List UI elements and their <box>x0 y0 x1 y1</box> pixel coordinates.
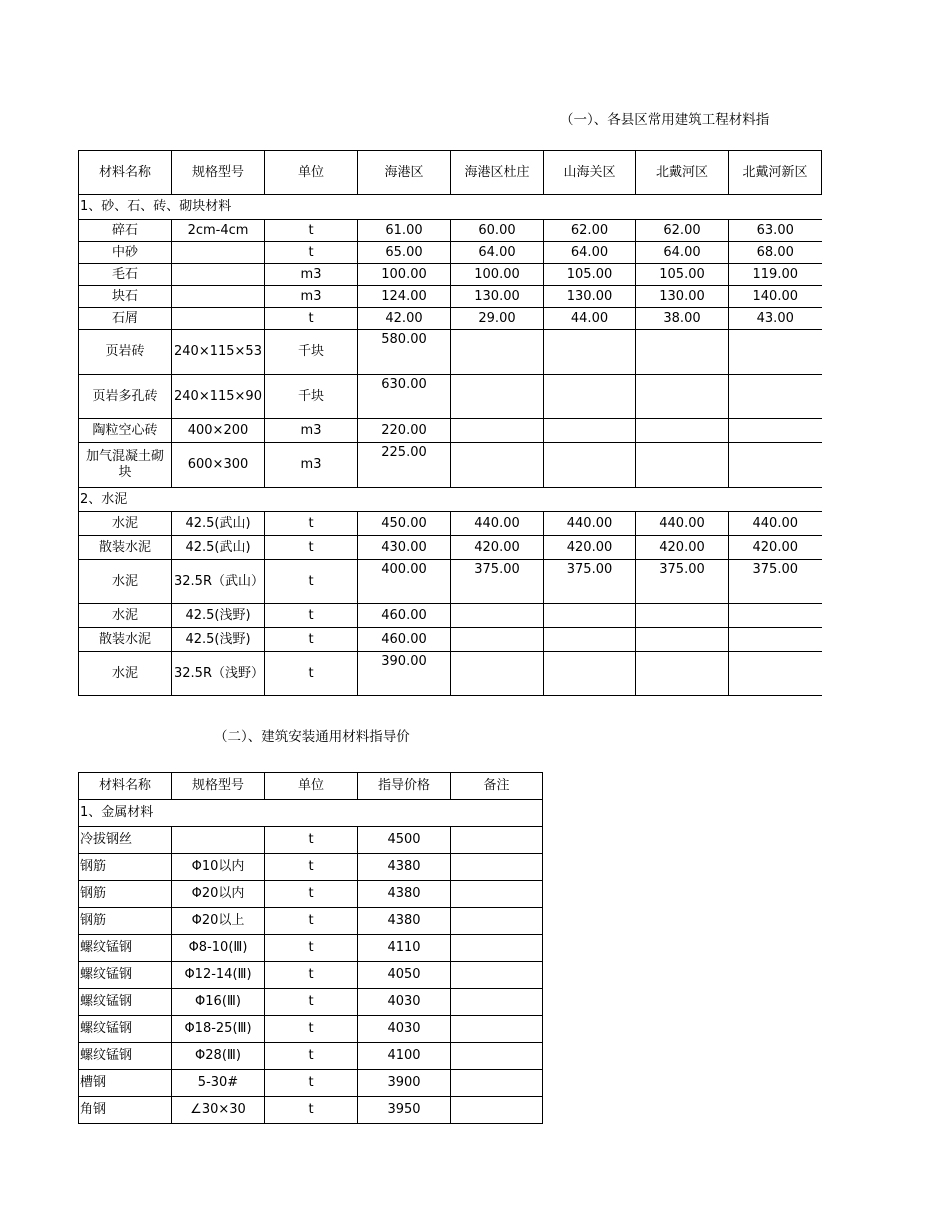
cell-unit: m3 <box>265 264 358 286</box>
cell-material: 水泥 <box>79 604 172 628</box>
cell-spec <box>172 264 265 286</box>
cell-price <box>544 419 636 443</box>
cell-price: 375.00 <box>451 560 544 604</box>
cell-material: 陶粒空心砖 <box>79 419 172 443</box>
group-label: 1、金属材料 <box>79 800 543 827</box>
cell-material: 螺纹锰钢 <box>79 989 172 1016</box>
cell-price: 130.00 <box>636 286 729 308</box>
cell-price: 430.00 <box>358 536 451 560</box>
cell-price: 4030 <box>358 1016 451 1043</box>
cell-price <box>729 375 822 419</box>
cell-price: 42.00 <box>358 308 451 330</box>
cell-price: 580.00 <box>358 330 451 375</box>
cell-price: 68.00 <box>729 242 822 264</box>
cell-price <box>544 604 636 628</box>
cell-price: 62.00 <box>636 220 729 242</box>
cell-price <box>729 330 822 375</box>
cell-note <box>451 854 543 881</box>
cell-price: 440.00 <box>729 512 822 536</box>
cell-unit: m3 <box>265 419 358 443</box>
cell-unit: t <box>265 935 358 962</box>
table-row <box>79 1097 543 1124</box>
cell-price: 63.00 <box>729 220 822 242</box>
cell-unit: t <box>265 908 358 935</box>
cell-spec: 600×300 <box>172 443 265 488</box>
cell-price <box>729 652 822 696</box>
cell-spec: Φ28(Ⅲ) <box>172 1043 265 1070</box>
cell-price <box>636 604 729 628</box>
cell-price: 420.00 <box>636 536 729 560</box>
col-header: 指导价格 <box>358 773 451 800</box>
cell-price <box>451 652 544 696</box>
cell-note <box>451 1016 543 1043</box>
cell-price: 4380 <box>358 854 451 881</box>
section1-title: （一）、各县区常用建筑工程材料指 <box>560 112 770 128</box>
cell-price: 4100 <box>358 1043 451 1070</box>
cell-price: 44.00 <box>544 308 636 330</box>
cell-price <box>636 330 729 375</box>
table-row <box>79 242 822 264</box>
cell-price <box>451 330 544 375</box>
cell-material: 槽钢 <box>79 1070 172 1097</box>
cell-price <box>451 604 544 628</box>
cell-price <box>729 604 822 628</box>
cell-spec: Φ10以内 <box>172 854 265 881</box>
cell-material: 钢筋 <box>79 854 172 881</box>
cell-unit: 千块 <box>265 375 358 419</box>
cell-price: 64.00 <box>636 242 729 264</box>
cell-price: 43.00 <box>729 308 822 330</box>
cell-price <box>451 419 544 443</box>
col-header: 单位 <box>265 773 358 800</box>
cell-price: 38.00 <box>636 308 729 330</box>
cell-price: 119.00 <box>729 264 822 286</box>
cell-spec: Φ20以内 <box>172 881 265 908</box>
cell-price: 130.00 <box>544 286 636 308</box>
cell-price: 375.00 <box>544 560 636 604</box>
group-row <box>79 488 822 512</box>
header-row <box>79 151 822 195</box>
cell-price: 420.00 <box>451 536 544 560</box>
cell-note <box>451 935 543 962</box>
cell-unit: 千块 <box>265 330 358 375</box>
cell-price <box>636 652 729 696</box>
table-row <box>79 935 543 962</box>
cell-price: 64.00 <box>544 242 636 264</box>
cell-unit: t <box>265 220 358 242</box>
cell-price: 440.00 <box>544 512 636 536</box>
cell-price: 440.00 <box>451 512 544 536</box>
cell-note <box>451 989 543 1016</box>
cell-price: 60.00 <box>451 220 544 242</box>
cell-spec: Φ18-25(Ⅲ) <box>172 1016 265 1043</box>
cell-unit: t <box>265 1070 358 1097</box>
table-row <box>79 628 822 652</box>
cell-price: 4110 <box>358 935 451 962</box>
table-row <box>79 989 543 1016</box>
cell-price: 225.00 <box>358 443 451 488</box>
cell-spec: 32.5R（武山） <box>172 560 265 604</box>
cell-note <box>451 962 543 989</box>
cell-spec: 42.5(武山) <box>172 512 265 536</box>
table-row <box>79 962 543 989</box>
regional-material-price-table <box>78 150 822 696</box>
cell-unit: t <box>265 308 358 330</box>
cell-material: 螺纹锰钢 <box>79 935 172 962</box>
cell-material: 毛石 <box>79 264 172 286</box>
cell-material: 角钢 <box>79 1097 172 1124</box>
cell-price <box>636 419 729 443</box>
col-header: 规格型号 <box>172 773 265 800</box>
cell-note <box>451 881 543 908</box>
table-row <box>79 652 822 696</box>
general-material-price-table <box>78 772 543 1124</box>
cell-price <box>636 628 729 652</box>
col-header: 规格型号 <box>172 151 265 195</box>
col-header: 海港区杜庄 <box>451 151 544 195</box>
cell-unit: t <box>265 827 358 854</box>
cell-spec: 42.5(武山) <box>172 536 265 560</box>
cell-spec <box>172 286 265 308</box>
cell-price <box>451 443 544 488</box>
table-row <box>79 308 822 330</box>
table-row <box>79 443 822 488</box>
group-row <box>79 800 543 827</box>
group-label: 2、水泥 <box>79 488 822 512</box>
cell-material: 螺纹锰钢 <box>79 1043 172 1070</box>
cell-price: 4380 <box>358 908 451 935</box>
cell-material: 散装水泥 <box>79 536 172 560</box>
cell-spec: Φ16(Ⅲ) <box>172 989 265 1016</box>
cell-spec <box>172 308 265 330</box>
cell-price <box>636 443 729 488</box>
cell-price: 130.00 <box>451 286 544 308</box>
cell-price: 124.00 <box>358 286 451 308</box>
col-header: 备注 <box>451 773 543 800</box>
table-row <box>79 375 822 419</box>
cell-spec: 240×115×90 <box>172 375 265 419</box>
cell-price <box>636 375 729 419</box>
cell-price: 62.00 <box>544 220 636 242</box>
cell-price: 3900 <box>358 1070 451 1097</box>
cell-material: 散装水泥 <box>79 628 172 652</box>
col-header: 山海关区 <box>544 151 636 195</box>
table-row <box>79 330 822 375</box>
table-row <box>79 827 543 854</box>
cell-unit: t <box>265 881 358 908</box>
cell-price: 375.00 <box>636 560 729 604</box>
cell-spec: 42.5(浅野) <box>172 628 265 652</box>
table-row <box>79 908 543 935</box>
table-row <box>79 419 822 443</box>
cell-unit: m3 <box>265 286 358 308</box>
cell-price: 390.00 <box>358 652 451 696</box>
cell-unit: t <box>265 962 358 989</box>
cell-spec: Φ8-10(Ⅲ) <box>172 935 265 962</box>
cell-spec <box>172 242 265 264</box>
cell-price: 29.00 <box>451 308 544 330</box>
cell-note <box>451 1043 543 1070</box>
cell-spec: Φ20以上 <box>172 908 265 935</box>
cell-price: 140.00 <box>729 286 822 308</box>
cell-price: 3950 <box>358 1097 451 1124</box>
cell-unit: m3 <box>265 443 358 488</box>
cell-price: 375.00 <box>729 560 822 604</box>
cell-material: 加气混凝土砌块 <box>79 443 172 488</box>
cell-price: 64.00 <box>451 242 544 264</box>
table-row <box>79 1043 543 1070</box>
cell-price: 630.00 <box>358 375 451 419</box>
table-row <box>79 286 822 308</box>
header-row <box>79 773 543 800</box>
cell-material: 页岩砖 <box>79 330 172 375</box>
group-row <box>79 195 822 220</box>
cell-price <box>544 375 636 419</box>
cell-spec: 32.5R（浅野） <box>172 652 265 696</box>
table-row <box>79 1070 543 1097</box>
cell-unit: t <box>265 512 358 536</box>
cell-note <box>451 1070 543 1097</box>
cell-spec: 42.5(浅野) <box>172 604 265 628</box>
cell-price: 460.00 <box>358 604 451 628</box>
cell-price <box>451 375 544 419</box>
cell-material: 碎石 <box>79 220 172 242</box>
cell-material: 钢筋 <box>79 908 172 935</box>
cell-spec: 5-30# <box>172 1070 265 1097</box>
cell-price: 105.00 <box>636 264 729 286</box>
cell-material: 螺纹锰钢 <box>79 962 172 989</box>
cell-price: 65.00 <box>358 242 451 264</box>
cell-price: 460.00 <box>358 628 451 652</box>
table-row <box>79 854 543 881</box>
cell-price: 4500 <box>358 827 451 854</box>
cell-material: 水泥 <box>79 560 172 604</box>
col-header: 单位 <box>265 151 358 195</box>
table-row <box>79 604 822 628</box>
cell-price <box>729 628 822 652</box>
cell-price <box>544 330 636 375</box>
cell-price: 400.00 <box>358 560 451 604</box>
cell-note <box>451 1097 543 1124</box>
cell-unit: t <box>265 560 358 604</box>
cell-material: 中砂 <box>79 242 172 264</box>
cell-spec: 400×200 <box>172 419 265 443</box>
cell-price: 450.00 <box>358 512 451 536</box>
cell-material: 螺纹锰钢 <box>79 1016 172 1043</box>
cell-unit: t <box>265 1097 358 1124</box>
cell-price <box>729 443 822 488</box>
cell-price: 420.00 <box>729 536 822 560</box>
col-header: 海港区 <box>358 151 451 195</box>
cell-price: 4030 <box>358 989 451 1016</box>
cell-material: 钢筋 <box>79 881 172 908</box>
cell-price: 100.00 <box>358 264 451 286</box>
cell-unit: t <box>265 1043 358 1070</box>
cell-spec: ∠30×30 <box>172 1097 265 1124</box>
col-header: 北戴河区 <box>636 151 729 195</box>
table-row <box>79 264 822 286</box>
cell-price: 61.00 <box>358 220 451 242</box>
cell-price: 440.00 <box>636 512 729 536</box>
cell-price <box>451 628 544 652</box>
table-row <box>79 560 822 604</box>
cell-unit: t <box>265 604 358 628</box>
cell-spec: Φ12-14(Ⅲ) <box>172 962 265 989</box>
cell-material: 石屑 <box>79 308 172 330</box>
cell-price <box>544 628 636 652</box>
group-label: 1、砂、石、砖、砌块材料 <box>79 195 822 220</box>
cell-spec: 240×115×53 <box>172 330 265 375</box>
cell-price: 220.00 <box>358 419 451 443</box>
table-row <box>79 220 822 242</box>
table-row <box>79 1016 543 1043</box>
cell-note <box>451 908 543 935</box>
cell-unit: t <box>265 536 358 560</box>
cell-material: 冷拔钢丝 <box>79 827 172 854</box>
cell-price <box>544 443 636 488</box>
cell-unit: t <box>265 652 358 696</box>
cell-note <box>451 827 543 854</box>
cell-price: 4380 <box>358 881 451 908</box>
cell-material: 水泥 <box>79 652 172 696</box>
section2-title: （二）、建筑安装通用材料指导价 <box>214 729 410 745</box>
cell-unit: t <box>265 1016 358 1043</box>
cell-price: 420.00 <box>544 536 636 560</box>
cell-unit: t <box>265 989 358 1016</box>
cell-price: 105.00 <box>544 264 636 286</box>
col-header: 材料名称 <box>79 151 172 195</box>
cell-price: 4050 <box>358 962 451 989</box>
cell-price: 100.00 <box>451 264 544 286</box>
table-row <box>79 512 822 536</box>
cell-spec: 2cm-4cm <box>172 220 265 242</box>
cell-unit: t <box>265 628 358 652</box>
cell-material: 水泥 <box>79 512 172 536</box>
cell-unit: t <box>265 242 358 264</box>
cell-spec <box>172 827 265 854</box>
cell-price <box>544 652 636 696</box>
cell-price <box>729 419 822 443</box>
cell-unit: t <box>265 854 358 881</box>
table-row <box>79 881 543 908</box>
col-header: 北戴河新区 <box>729 151 822 195</box>
cell-material: 页岩多孔砖 <box>79 375 172 419</box>
table-row <box>79 536 822 560</box>
cell-material: 块石 <box>79 286 172 308</box>
col-header: 材料名称 <box>79 773 172 800</box>
